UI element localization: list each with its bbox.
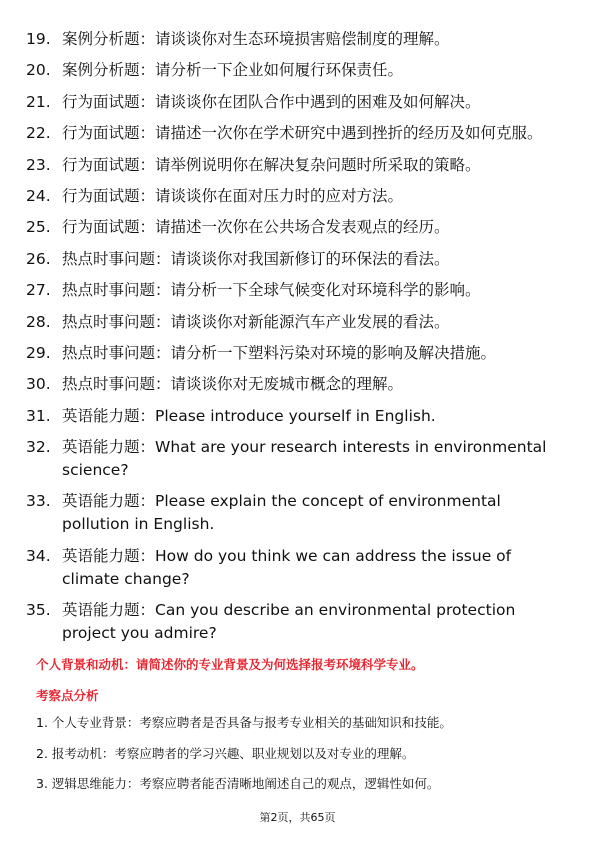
question-item <box>26 599 561 645</box>
question-number: 28. <box>26 312 51 331</box>
question-text: 行为面试题：请谈谈你在团队合作中遇到的困难及如何解决。 <box>62 92 481 111</box>
question-text: 热点时事问题：请分析一下全球气候变化对环境科学的影响。 <box>62 281 481 300</box>
question-text: 英语能力题：Can you describe an environmental protection project you admire? <box>62 601 516 643</box>
question-number: 30. <box>26 375 51 394</box>
question-item <box>26 28 561 51</box>
question-list <box>26 28 561 654</box>
analysis-point: 2. 报考动机：考察应聘者的学习兴趣、职业规划以及对专业的理解。 <box>36 745 415 761</box>
question-item <box>26 122 561 145</box>
question-text: 行为面试题：请举例说明你在解决复杂问题时所采取的策略。 <box>62 155 481 174</box>
question-item <box>26 311 561 334</box>
question-number: 29. <box>26 343 51 362</box>
question-item <box>26 490 561 536</box>
question-number: 25. <box>26 218 51 237</box>
analysis-point: 1. 个人专业背景：考察应聘者是否具备与报考专业相关的基础知识和技能。 <box>36 715 452 730</box>
question-item <box>26 436 561 482</box>
analysis-title: 考察点分析 <box>36 688 99 703</box>
question-item <box>26 342 561 365</box>
question-text: 热点时事问题：请谈谈你对新能源汽车产业发展的看法。 <box>62 312 450 331</box>
page-footer: 第2页，共65页 <box>259 811 336 824</box>
question-item <box>26 154 561 177</box>
question-item <box>26 248 561 271</box>
analysis-point-list <box>36 713 566 805</box>
question-item <box>26 373 561 396</box>
question-item <box>26 185 561 208</box>
question-number: 31. <box>26 406 51 425</box>
question-text: 热点时事问题：请谈谈你对无废城市概念的理解。 <box>62 375 404 394</box>
question-number: 24. <box>26 186 51 205</box>
question-number: 19. <box>26 30 51 48</box>
question-item <box>26 279 561 302</box>
question-number: 34. <box>26 546 51 565</box>
question-text: 行为面试题：请描述一次你在公共场合发表观点的经历。 <box>62 218 450 237</box>
question-text: 英语能力题：What are your research interests in environmental science? <box>62 438 547 480</box>
question-number: 21. <box>26 92 51 111</box>
question-text: 案例分析题：请谈谈你对生态环境损害赔偿制度的理解。 <box>62 30 450 48</box>
question-item <box>26 91 561 114</box>
question-item <box>26 405 561 428</box>
question-number: 32. <box>26 438 51 457</box>
question-number: 33. <box>26 492 51 511</box>
question-number: 22. <box>26 124 51 143</box>
analysis-point: 3. 逻辑思维能力：考察应聘者能否清晰地阐述自己的观点，逻辑性如何。 <box>36 776 440 791</box>
question-text: 行为面试题：请谈谈你在面对压力时的应对方法。 <box>62 186 404 205</box>
question-text: 热点时事问题：请分析一下塑料污染对环境的影响及解决措施。 <box>62 343 497 362</box>
section-title: 个人背景和动机：请简述你的专业背景及为何选择报考环境科学专业。 <box>36 657 424 672</box>
question-text: 行为面试题：请描述一次你在学术研究中遇到挫折的经历及如何克服。 <box>62 124 543 143</box>
question-item <box>26 59 561 82</box>
question-number: 35. <box>26 601 51 620</box>
question-text: 英语能力题：Please explain the concept of environmental pollution in English. <box>62 492 501 534</box>
question-item <box>26 545 561 591</box>
question-text: 热点时事问题：请谈谈你对我国新修订的环保法的看法。 <box>62 249 450 268</box>
question-number: 23. <box>26 155 51 174</box>
question-number: 26. <box>26 249 51 268</box>
question-text: 英语能力题：How do you think we can address the issue of climate change? <box>62 546 512 588</box>
question-number: 27. <box>26 281 51 300</box>
question-text: 案例分析题：请分析一下企业如何履行环保责任。 <box>62 61 404 80</box>
question-text: 英语能力题：Please introduce yourself in English. <box>62 406 436 425</box>
question-number: 20. <box>26 61 51 80</box>
question-item <box>26 216 561 239</box>
